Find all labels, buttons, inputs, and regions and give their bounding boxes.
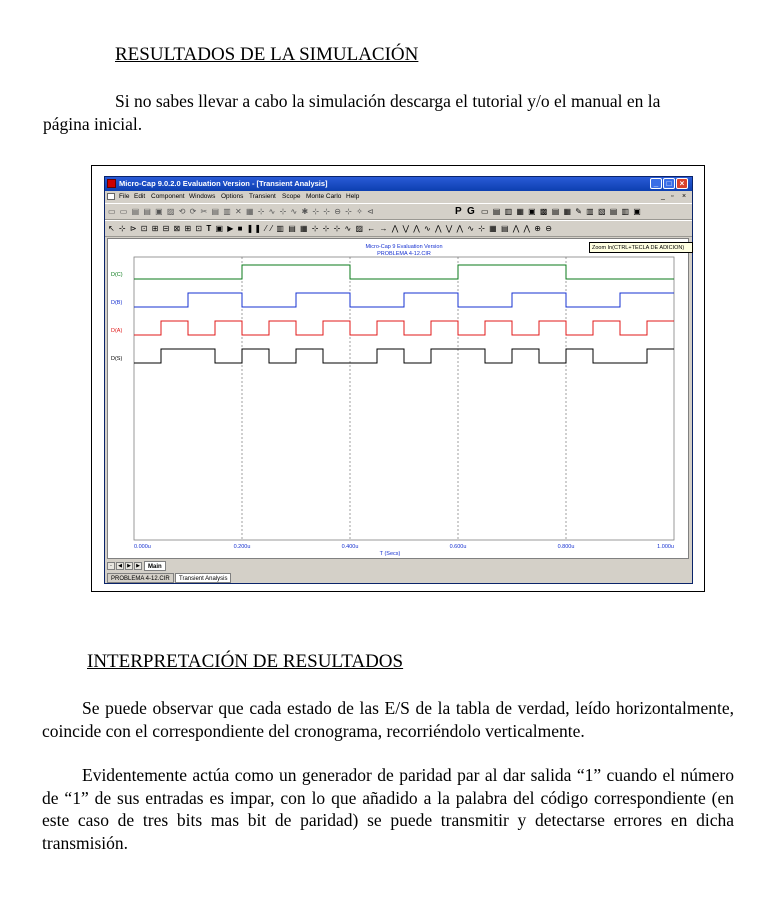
zoom-tooltip: Zoom In(CTRL+TECLA DE ADICION) (589, 242, 693, 253)
microcap-window (104, 176, 693, 584)
results-heading: RESULTADOS DE LA SIMULACIÓN (115, 44, 419, 65)
trace-db (134, 293, 674, 307)
nav-first-icon[interactable]: - (107, 562, 115, 570)
x-tick-label: 0.600u (449, 544, 467, 550)
tab-main[interactable]: Main (144, 561, 166, 571)
interpretation-paragraph-2: Evidentemente actúa como un generador de paridad par al dar salida “1” cuando el número de “1” de sus entradas es impar, con lo que añadido a la palabra del código correspondiente (en este caso de tres bits mas bit de paridad) se puede transmitir y detectarse errores en dicha transmisión. (42, 765, 734, 853)
toolbar-analysis (105, 220, 692, 237)
trace-dc (134, 265, 674, 279)
x-tick-label: 0.200u (233, 544, 251, 550)
nav-last-icon[interactable]: ▶ (134, 562, 142, 570)
sheet-tab-bar (107, 561, 692, 572)
interpretation-paragraph-1: Se puede observar que cada estado de las E/S de la tabla de verdad, leído horizontalmente, coincide con el correspondiente del cronograma, recorriéndolo verticalmente. (42, 698, 734, 741)
document-icon[interactable] (107, 193, 115, 200)
x-tick-label: 0.000u (134, 544, 151, 550)
transient-plot[interactable] (107, 238, 689, 559)
menu-bar (105, 191, 692, 202)
close-icon[interactable]: × (676, 178, 688, 189)
mdi-minimize-icon[interactable]: _ (661, 193, 665, 200)
simulation-screenshot (91, 165, 705, 592)
toolbar-main (105, 203, 692, 220)
trace-label: D(C) (111, 272, 123, 278)
document-tab-bar (107, 573, 692, 583)
probe-g-icon[interactable]: G (467, 206, 476, 217)
nav-next-icon[interactable]: ▶ (125, 562, 133, 570)
waveform-chart (108, 239, 688, 558)
file-tool-icons[interactable]: ▭ ▭ ▤ ▤ ▣ ▨ ⟲ ⟳ ✂ ▤ ▥ ✕ ▦ ⊹ ∿ ⊹ ∿ ✱ ⊹ ⊹ ⊖ ⊹ ✧ ⊲ (108, 207, 375, 216)
menu-help[interactable]: Help (346, 193, 360, 200)
interpretation-heading: INTERPRETACIÓN DE RESULTADOS (87, 651, 404, 672)
mdi-restore-icon[interactable]: ▫ (671, 193, 674, 200)
probe-p-icon[interactable]: P (455, 206, 463, 217)
menu-windows[interactable]: Windows (189, 193, 216, 200)
intro-line-1: Si no sabes llevar a cabo la simulación descarga el tutorial y/o el manual en la (115, 91, 661, 111)
view-tool-icons[interactable]: ▭ ▤ ▥ ▦ ▣ ▩ ▤ ▦ ✎ ▥ ▧ ▤ ▥ ▣ (481, 207, 642, 216)
trace-label: D(A) (111, 328, 123, 334)
menu-file[interactable]: File (119, 193, 130, 200)
x-tick-label: 1.000u (657, 544, 674, 550)
tab-transient-analysis[interactable]: Transient Analysis (175, 573, 231, 583)
menu-monte-carlo[interactable]: Monte Carlo (306, 193, 342, 200)
intro-line-2: página inicial. (43, 114, 143, 134)
tab-circuit-file[interactable]: PROBLEMA 4-12.CIR (107, 573, 174, 583)
maximize-icon[interactable]: □ (663, 178, 675, 189)
minimize-icon[interactable]: _ (650, 178, 662, 189)
plot-title-1: Micro-Cap 9 Evaluation Version (365, 244, 443, 250)
nav-prev-icon[interactable]: ◀ (116, 562, 124, 570)
trace-label: D(B) (111, 300, 123, 306)
menu-component[interactable]: Component (151, 193, 185, 200)
plot-title-2: PROBLEMA 4-12.CIR (377, 251, 431, 257)
select-pointer-icon[interactable]: ↖ ⊹ ⊳ ⊡ ⊞ ⊟ ⊠ ⊞ ⊡ T ▣ ▶ ■ ❚❚ ⁄ ⁄ ▥ ▤ ▦ ⊹ ⊹ ⊹ ∿ ▨ ← → ⋀ ⋁ ⋀ ∿ ⋀ ⋁ ⋀ ∿ ⊹ ▦ ▤ ⋀ ⋀ ⊕ ⊖ (108, 224, 553, 233)
app-icon (107, 179, 116, 188)
window-title: Micro-Cap 9.0.2.0 Evaluation Version - [Transient Analysis] (119, 179, 328, 188)
x-tick-label: 0.400u (341, 544, 359, 550)
menu-transient[interactable]: Transient (249, 193, 276, 200)
x-axis-title: T (Secs) (379, 551, 401, 557)
mdi-close-icon[interactable]: × (682, 193, 687, 200)
menu-edit[interactable]: Edit (134, 193, 146, 200)
trace-label: D(S) (111, 356, 123, 362)
menu-scope[interactable]: Scope (282, 193, 301, 200)
trace-da (134, 321, 674, 335)
trace-ds (134, 349, 674, 363)
x-tick-label: 0.800u (557, 544, 575, 550)
menu-options[interactable]: Options (221, 193, 244, 200)
window-titlebar[interactable] (105, 177, 692, 191)
